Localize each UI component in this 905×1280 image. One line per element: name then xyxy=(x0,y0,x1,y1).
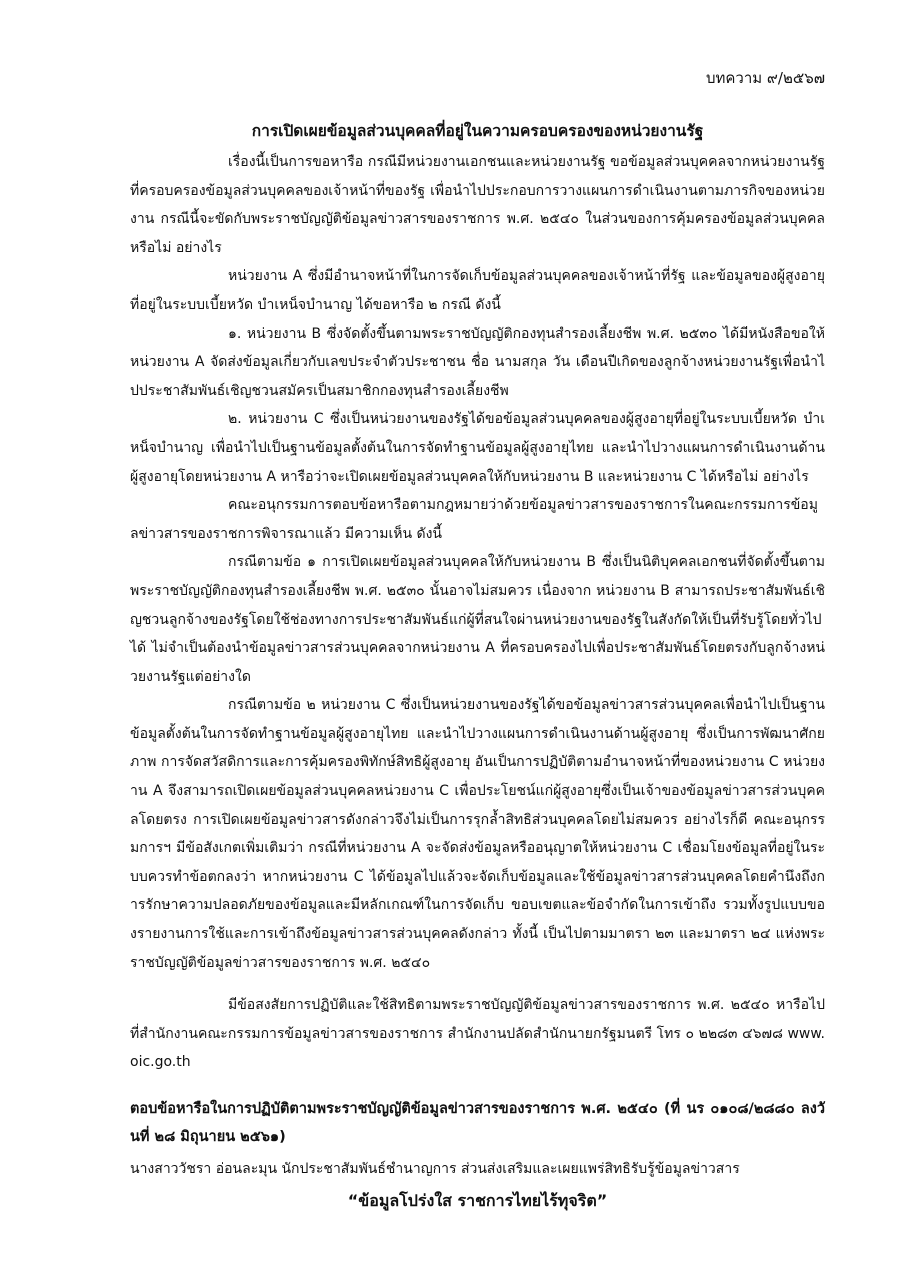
article-body xyxy=(130,148,825,1077)
paragraph-opinion-2: กรณีตามข้อ ๒ หน่วยงาน C ซึ่งเป็นหน่วยงานของรัฐได้ขอข้อมูลข่าวสารส่วนบุคคลเพื่อนำไปเป็นฐานข้อมูลตั้งต้นในการจัดทำฐานข้อมูลผู้สูงอายุไทย และนำไปวางแผนการดำเนินงานด้านผู้สูงอายุ ซึ่งเป็นการพัฒนาศักยภาพ การจัดสวัสดิการและการคุ้มครองพิทักษ์สิทธิผู้สูงอายุ อันเป็นการปฏิบัติตามอำนาจหน้าที่ของหน่วยงาน C หน่วยงาน A จึงสามารถเปิดเผยข้อมูลส่วนบุคคลหน่วยงาน C เพื่อประโยชน์แก่ผู้สูงอายุซึ่งเป็นเจ้าของข้อมูลข่าวสารส่วนบุคคลโดยตรง การเปิดเผยข้อมูลข่าวสารดังกล่าวจึงไม่เป็นการรุกล้ำสิทธิส่วนบุคคลโดยไม่สมควร อย่างไรก็ดี คณะอนุกรรมการฯ มีข้อสังเกตเพิ่มเติมว่า กรณีที่หน่วยงาน A จะจัดส่งข้อมูลหรืออนุญาตให้หน่วยงาน C เชื่อมโยงข้อมูลที่อยู่ในระบบควรทำข้อตกลงว่า หากหน่วยงาน C ได้ข้อมูลไปแล้วจะจัดเก็บข้อมูลและใช้ข้อมูลข่าวสารส่วนบุคคลโดยคำนึงถึงการรักษาความปลอดภัยของข้อมูลและมีหลักเกณฑ์ในการจัดเก็บ ขอบเขตและข้อจำกัดในการเข้าถึง รวมทั้งรูปแบบของรายงานการใช้และการเข้าถึงข้อมูลข่าวสารส่วนบุคคลดังกล่าว ทั้งนี้ เป็นไปตามมาตรา ๒๓ และมาตรา ๒๔ แห่งพระราชบัญญัติข้อมูลข่าวสารของราชการ พ.ศ. ๒๕๔๐ xyxy=(130,697,825,971)
article-number: บทความ ๙/๒๕๖๗ xyxy=(705,69,825,87)
article-title: การเปิดเผยข้อมูลส่วนบุคคลที่อยู่ในความครอบครองของหน่วยงานรัฐ xyxy=(251,122,704,140)
paragraph-intro: เรื่องนี้เป็นการขอหารือ กรณีมีหน่วยงานเอกชนและหน่วยงานรัฐ ขอข้อมูลส่วนบุคคลจากหน่วยงานรัฐที่ครอบครองข้อมูลส่วนบุคคลของเจ้าหน้าที่ของรัฐ เพื่อนำไปประกอบการวางแผนการดำเนินงานตามภารกิจของหน่วยงาน กรณีนี้จะขัดกับพระราชบัญญัติข้อมูลข่าวสารของราชการ พ.ศ. ๒๕๔๐ ในส่วนของการคุ้มครองข้อมูลส่วนบุคคลหรือไม่ อย่างไร xyxy=(130,154,825,256)
paragraph-case-1: ๑. หน่วยงาน B ซึ่งจัดตั้งขึ้นตามพระราชบัญญัติกองทุนสำรองเลี้ยงชีพ พ.ศ. ๒๕๓๐ ได้มีหนังสือขอให้หน่วยงาน A จัดส่งข้อมูลเกี่ยวกับเลขประจำตัวประชาชน ชื่อ นามสกุล วัน เดือนปีเกิดของลูกจ้างหน่วยงานรัฐเพื่อนำไปประชาสัมพันธ์เชิญชวนสมัครเป็นสมาชิกกองทุนสำรองเลี้ยงชีพ xyxy=(130,325,825,399)
author-line: นางสาววัชรา อ่อนละมุน นักประชาสัมพันธ์ชำนาญการ ส่วนส่งเสริมและเผยแพร่สิทธิรับรู้ข้อมูลข่าวสาร xyxy=(130,1161,740,1177)
paragraph-committee: คณะอนุกรรมการตอบข้อหารือตามกฎหมายว่าด้วยข้อมูลข่าวสารของราชการในคณะกรรมการข้อมูลข่าวสารของราชการพิจารณาแล้ว มีความเห็น ดังนี้ xyxy=(130,497,818,542)
paragraph-agency-a: หน่วยงาน A ซึ่งมีอำนาจหน้าที่ในการจัดเก็บข้อมูลส่วนบุคคลของเจ้าหน้าที่รัฐ และข้อมูลของผู้สูงอายุที่อยู่ในระบบเบี้ยหวัด บำเหน็จบำนาญ ได้ขอหารือ ๒ กรณี ดังนี้ xyxy=(130,268,825,313)
paragraph-case-2: ๒. หน่วยงาน C ซึ่งเป็นหน่วยงานของรัฐได้ขอข้อมูลส่วนบุคคลของผู้สูงอายุที่อยู่ในระบบเบี้ยหวัด บำเหน็จบำนาญ เพื่อนำไปเป็นฐานข้อมูลตั้งต้นในการจัดทำฐานข้อมูลผู้สูงอายุไทย และนำไปวางแผนการดำเนินงานด้านผู้สูงอายุโดยหน่วยงาน A หารือว่าจะเปิดเผยข้อมูลส่วนบุคคลให้กับหน่วยงาน B และหน่วยงาน C ได้หรือไม่ อย่างไร xyxy=(130,411,825,485)
slogan: “ข้อมูลโปร่งใส ราชการไทยไร้ทุจริต” xyxy=(347,1191,608,1210)
paragraph-opinion-1: กรณีตามข้อ ๑ การเปิดเผยข้อมูลส่วนบุคคลให้กับหน่วยงาน B ซึ่งเป็นนิติบุคคลเอกชนที่จัดตั้งขึ้นตามพระราชบัญญัติกองทุนสำรองเลี้ยงชีพ พ.ศ. ๒๕๓๐ นั้นอาจไม่สมควร เนื่องจาก หน่วยงาน B สามารถประชาสัมพันธ์เชิญชวนลูกจ้างของรัฐโดยใช้ช่องทางการประชาสัมพันธ์แก่ผู้ที่สนใจผ่านหน่วยงานของรัฐในสังกัดให้เป็นที่รับรู้โดยทั่วไปได้ ไม่จำเป็นต้องนำข้อมูลข่าวสารส่วนบุคคลจากหน่วยงาน A ที่ครอบครองไปเพื่อประชาสัมพันธ์โดยตรงกับลูกจ้างหน่วยงานรัฐแต่อย่างใด xyxy=(130,554,825,685)
paragraph-contact: มีข้อสงสัยการปฏิบัติและใช้สิทธิตามพระราชบัญญัติข้อมูลข่าวสารของราชการ พ.ศ. ๒๕๔๐ หารือไปที่สำนักงานคณะกรรมการข้อมูลข่าวสารของราชการ สำนักงานปลัดสำนักนายกรัฐมนตรี โทร ๐ ๒๒๘๓ ๔๖๗๘ www.oic.go.th xyxy=(130,997,825,1071)
answer-reference: ตอบข้อหารือในการปฏิบัติตามพระราชบัญญัติข้อมูลข่าวสารของราชการ พ.ศ. ๒๕๔๐ (ที่ นร ๐๑๐๘/๒๘๘๐ ลงวันที่ ๒๘ มิถุนายน ๒๕๖๑) xyxy=(130,1101,825,1145)
